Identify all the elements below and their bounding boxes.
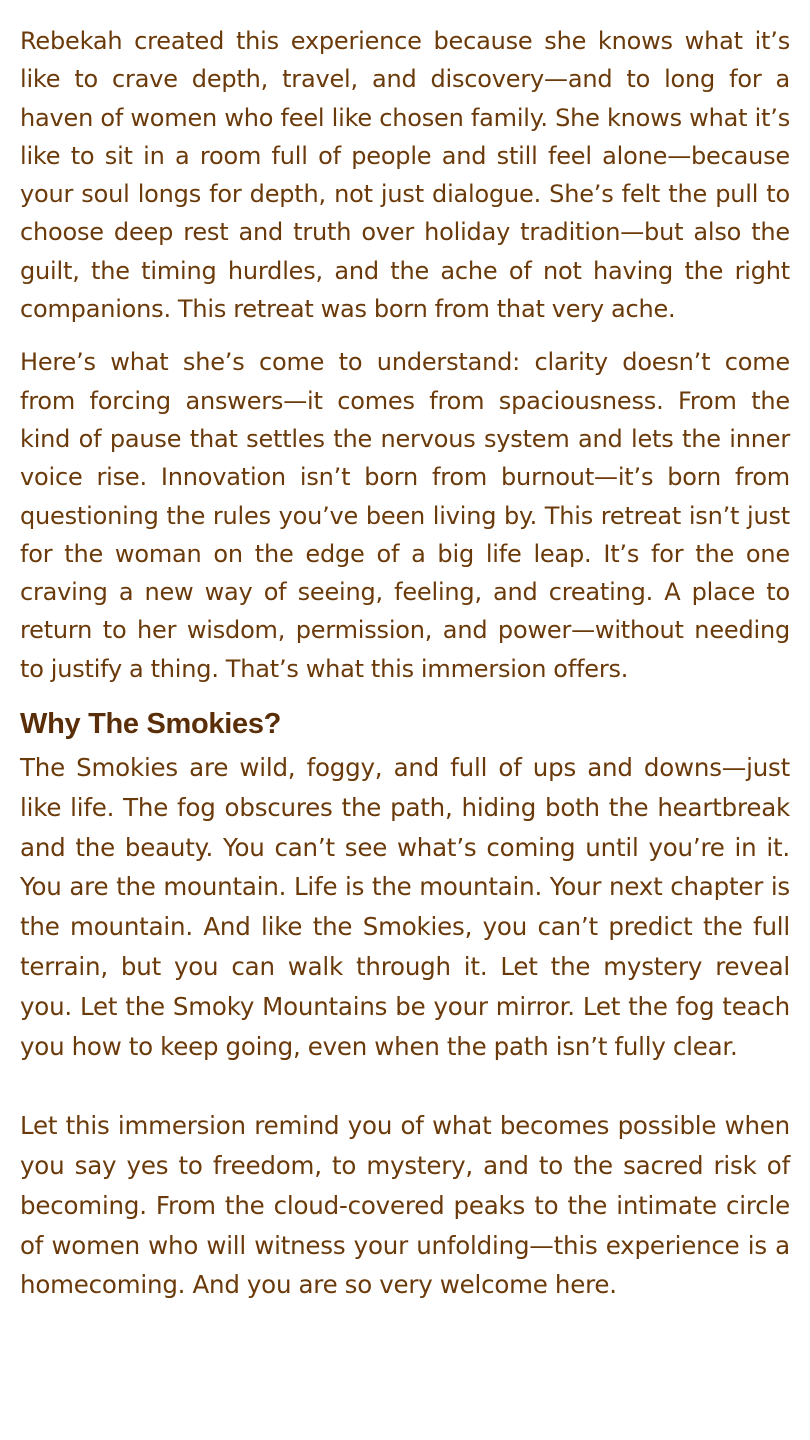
intro-paragraph: Rebekah created this experience because she knows what it’s like to crave depth, travel, and discovery—and to long for a haven of women who feel like chosen family. She knows what it’s like to sit in a room full of people and still feel alone—because your soul longs for depth, not just dialogue. She’s felt the pull to choose deep rest and truth over holiday tradition—but also the guilt, the timing hurdles, and the ache of not having the right companions. This retreat was born from that very ache. [20, 27, 790, 324]
closing-paragraph: Let this immersion remind you of what becomes possible when you say yes to freedom, to mystery, and to the sacred risk of becoming. From the cloud-covered peaks to the intimate circle of women who will witness your unfolding—this experience is a homecoming. And you are so very welcome here. [20, 1111, 790, 1300]
smokies-paragraph: The Smokies are wild, foggy, and full of ups and downs—just like life. The fog obscures the path, hiding both the heartbreak and the beauty. You can’t see what’s coming until you’re in it. You are the mountain. Life is the mountain. Your next chapter is the mountain. And like the Smokies, you can’t predict the full terrain, but you can walk through it. Let the mystery reveal you. Let the Smoky Mountains be your mirror. Let the fog teach you how to keep going, even when the path isn’t fully clear. [20, 753, 790, 1061]
understanding-paragraph: Here’s what she’s come to understand: clarity doesn’t come from forcing answers—it comes from spaciousness. From the kind of pause that settles the nervous system and lets the inner voice rise. Innovation isn’t born from burnout—it’s born from questioning the rules you’ve been living by. This retreat isn’t just for the woman on the edge of a big life leap. It’s for the one craving a new way of seeing, feeling, and creating. A place to return to her wisdom, permission, and power—without needing to justify a thing. That’s what this immersion offers. [20, 348, 790, 683]
section-heading: Why The Smokies? [20, 708, 282, 741]
paragraph-spacer [20, 1066, 790, 1106]
